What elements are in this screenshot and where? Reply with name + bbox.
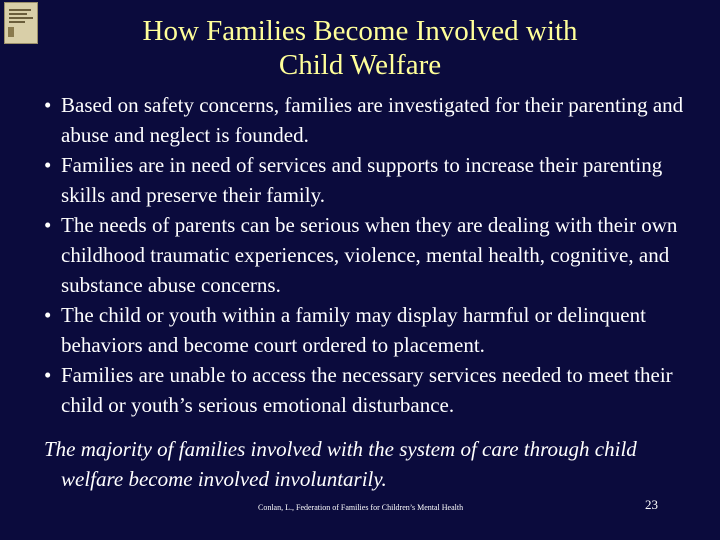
bullet-icon: • [44, 303, 52, 327]
bullet-item [44, 300, 684, 360]
bullet-item [44, 90, 684, 150]
closing-statement: The majority of families involved with the system of care through child welfare become involved involuntarily. [44, 437, 637, 491]
bullet-text: Families are unable to access the necessary services needed to meet their child or youth’s serious emotional disturbance. [61, 363, 673, 417]
bullet-list [44, 90, 684, 420]
bullet-text: Families are in need of services and supports to increase their parenting skills and preserve their family. [61, 153, 663, 207]
slide-title [0, 14, 720, 82]
slide-title-line-1: How Families Become Involved with [142, 15, 578, 47]
bullet-text: Based on safety concerns, families are investigated for their parenting and abuse and neglect is founded. [61, 93, 684, 147]
bullet-text: The child or youth within a family may display harmful or delinquent behaviors and become court ordered to placement. [61, 303, 646, 357]
bullet-icon: • [44, 363, 52, 387]
bullet-item [44, 360, 684, 420]
page-number: 23 [645, 497, 658, 512]
bullet-item [44, 150, 684, 210]
bullet-item [44, 210, 684, 300]
footer-citation: Conlan, L., Federation of Families for Children’s Mental Health [258, 503, 464, 512]
bullet-icon: • [44, 153, 52, 177]
bullet-icon: • [44, 213, 52, 237]
slide-title-line-2: Child Welfare [278, 49, 442, 81]
bullet-text: The needs of parents can be serious when they are dealing with their own childhood traumatic experiences, violence, mental health, cognitive, and substance abuse concerns. [61, 213, 678, 297]
bullet-icon: • [44, 93, 52, 117]
